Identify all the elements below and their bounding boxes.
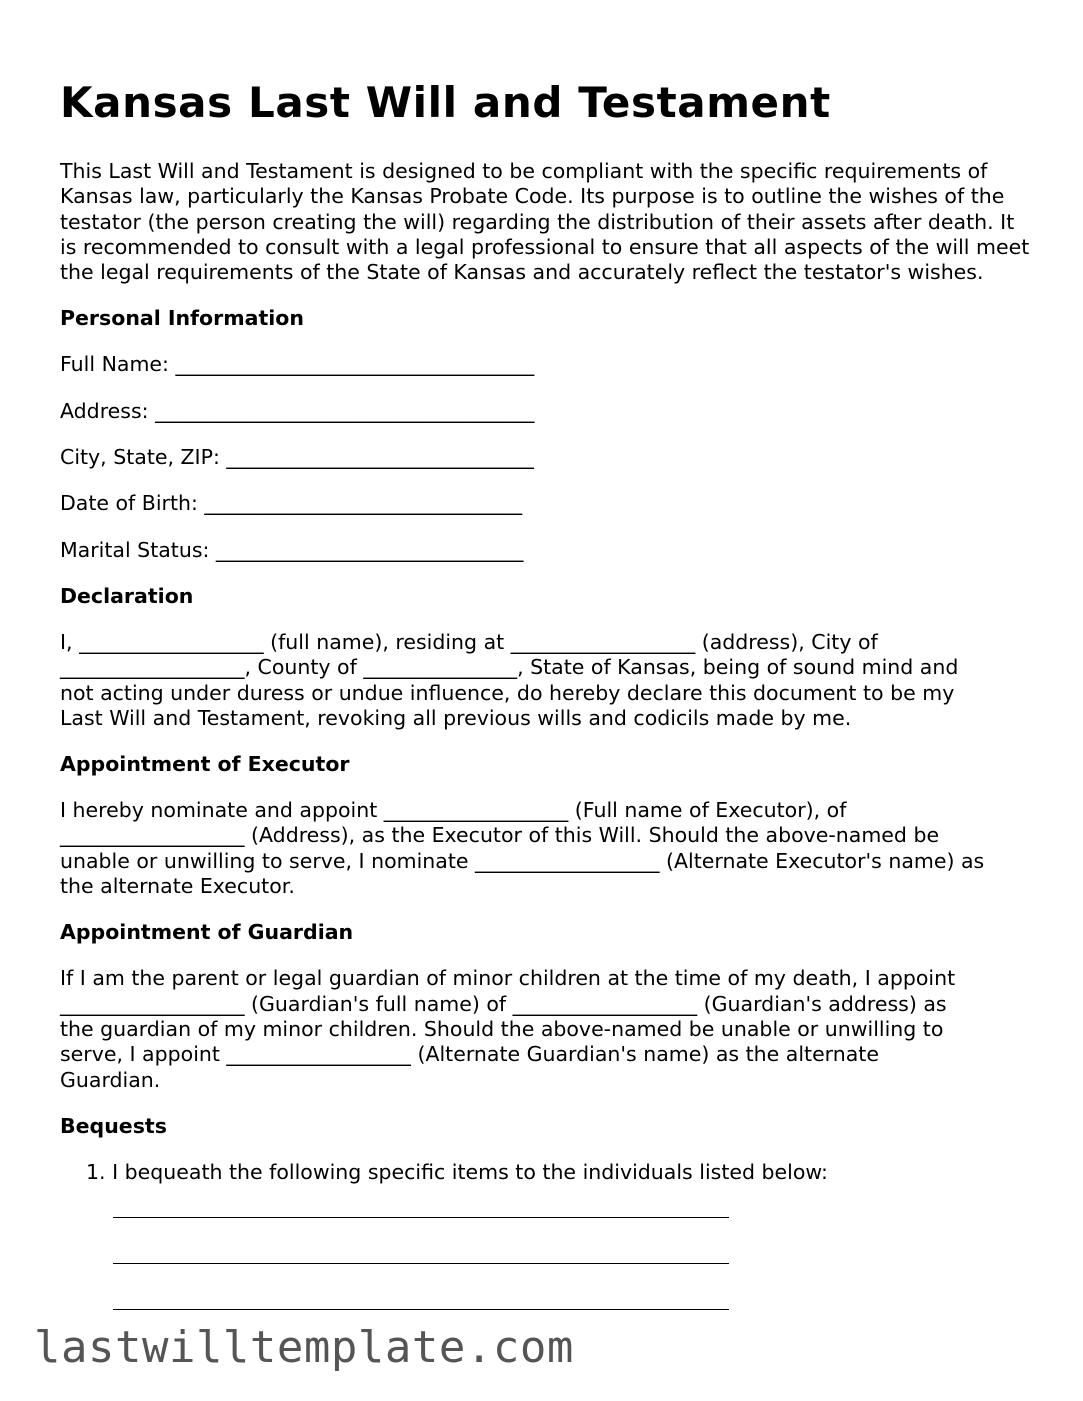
address-field: Address: _____________________________________ <box>60 398 535 423</box>
bequest-blank-line <box>113 1263 729 1264</box>
watermark: lastwilltemplate.com <box>34 1322 574 1373</box>
guardian-line: Guardian. <box>60 1067 161 1092</box>
bequests-heading: Bequests <box>60 1113 167 1138</box>
guardian-line: serve, I appoint __________________ (Alternate Guardian's name) as the alternate <box>60 1042 879 1067</box>
executor-line: unable or unwilling to serve, I nominate __________________ (Alternate Executor's name) as <box>60 848 985 873</box>
declaration-line: Last Will and Testament, revoking all previous wills and codicils made by me. <box>60 705 852 730</box>
executor-paragraph <box>60 798 1035 899</box>
declaration-heading: Declaration <box>60 583 194 608</box>
marital-status-field: Marital Status: ______________________________ <box>60 537 524 562</box>
executor-line: I hereby nominate and appoint __________________ (Full name of Executor), of <box>60 798 847 823</box>
executor-heading: Appointment of Executor <box>60 752 350 777</box>
city-state-zip-field: City, State, ZIP: ______________________________ <box>60 445 534 470</box>
declaration-paragraph <box>60 630 1035 731</box>
date-of-birth-field: Date of Birth: _______________________________ <box>60 491 523 516</box>
declaration-line: __________________, County of _______________, State of Kansas, being of sound mind and <box>60 655 959 680</box>
declaration-line: I, __________________ (full name), residing at __________________ (address), City of <box>60 629 878 654</box>
declaration-line: not acting under duress or undue influence, do hereby declare this document to be my <box>60 680 955 705</box>
guardian-line: the guardian of my minor children. Should the above-named be unable or unwilling to <box>60 1016 944 1041</box>
bequest-blank-line <box>113 1217 729 1218</box>
executor-line: __________________ (Address), as the Executor of this Will. Should the above-named be <box>60 823 940 848</box>
guardian-line: If I am the parent or legal guardian of minor children at the time of my death, I appoint <box>60 966 956 991</box>
guardian-line: __________________ (Guardian's full name) of __________________ (Guardian's address) as <box>60 991 947 1016</box>
bequest-blank-line <box>113 1309 729 1310</box>
document-page <box>60 78 1035 1310</box>
guardian-heading: Appointment of Guardian <box>60 920 354 945</box>
intro-paragraph: This Last Will and Testament is designed to be compliant with the specific requirements of Kansas law, particularly the Kansas Probate Code. Its purpose is to outline the wishes of the testator (the person creating the will) regarding the distribution of their assets after death. It is recommended to consult with a legal professional to ensure that all aspects of the will meet the legal requirements of the State of Kansas and accurately reflect the testator's wishes. <box>60 159 1030 285</box>
guardian-paragraph <box>60 966 1035 1092</box>
document-title: Kansas Last Will and Testament <box>60 78 831 127</box>
bequest-list-item: 1. I bequeath the following specific items to the individuals listed below: <box>86 1159 828 1184</box>
personal-information-heading: Personal Information <box>60 306 304 331</box>
full-name-field: Full Name: ___________________________________ <box>60 352 535 377</box>
executor-line: the alternate Executor. <box>60 874 295 899</box>
